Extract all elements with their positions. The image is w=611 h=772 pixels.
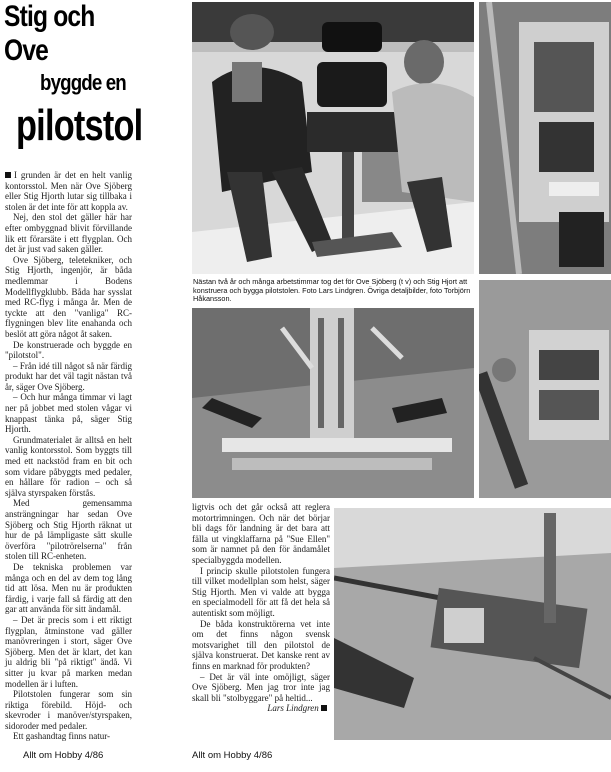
headline-line-1: Stig och: [4, 0, 95, 33]
photo-chair-frame-detail: [192, 308, 474, 498]
photo-control-stick: [479, 280, 611, 498]
article-column-1: [5, 170, 132, 742]
paragraph: De tekniska problemen var många och en del av dem tog lång tid att lösa. Men nu är produkten färdig, i varje fall så färdig att den gar att använda för sitt ändamål.: [5, 561, 132, 615]
headline-line-3: byggde en: [40, 70, 126, 95]
photo-radio-mount: [479, 2, 611, 274]
photo-model-plane: [334, 508, 611, 740]
photo-caption: Nästan två år och många arbetstimmar tog det för Ove Sjöberg (t v) och Stig Hjort att konstruera och bygga pilotstolen. Foto Lars Lindgren. Övriga detaljbilder, foto Torbjörn Håkansson.: [193, 277, 471, 304]
author-signature: Lars Lindgren: [192, 703, 330, 714]
paragraph: – Det är precis som i ett riktigt flygplan, åtminstone vad gäller manövreringen i stort, säger Ove Sjöberg. Men det är klart, det kan ju aldrig bli "på riktigt" ändå. Vi sitter ju kvar på marken medan modellen är i luften.: [5, 614, 132, 689]
footer-left: Allt om Hobby 4/86: [23, 750, 104, 761]
paragraph: ligtvis och det går också att reglera motortrimningen. Och när det börjar bli dags för landning är det bara att fälla ut vingklaffarna på "Sue Ellen" som är namnet på den för ändamålet specialbyggda modellen.: [192, 502, 330, 565]
paragraph: Ove Sjöberg, teletekniker, och Stig Hjorth, ingenjör, är båda medlemmar i Bodens Modellflygklubb. Båda har sysslat med RC-flyg i många år. Men de tyckte att den "vanliga" RC-flygningen blev lite enahanda och beslöt att göra något åt saken.: [5, 254, 132, 339]
paragraph: I grunden är det en helt vanlig kontorsstol. Men när Ove Sjöberg eller Stig Hjorth lutar sig tillbaka i stolen är det inte för att koppla av.: [5, 170, 132, 212]
end-mark-icon: [321, 705, 327, 711]
paragraph: I princip skulle pilotstolen fungera till vilket modellplan som helst, säger Stig Hjorth. Men vi valde att bygga en specialmodell för att få det hela så autentiskt som möjligt.: [192, 565, 330, 618]
headline-line-4: pilotstol: [16, 101, 143, 150]
article-column-2: [192, 502, 330, 714]
paragraph: Nej, den stol det gäller här har efter ombyggnad blivit förvillande lik ett förarsäte i ett flygplan. Och det är just vad saken gäller.: [5, 212, 132, 255]
headline-line-2: Ove: [4, 34, 49, 67]
paragraph: – Och hur många timmar vi lagt ner på jobbet med stolen vågar vi knappast tänka på, säger Stig Hjorth.: [5, 392, 132, 435]
paragraph: Med gemensamma ansträngningar har sedan Ove Sjöberg och Stig Hjorth räknat ut hur de på lämpligaste sätt skulle överföra "pilotrörelserna" från stolen till RC-enheten.: [5, 498, 132, 562]
footer-right: Allt om Hobby 4/86: [192, 750, 273, 761]
paragraph: De konstruerade och byggde en "pilotstol".: [5, 339, 132, 361]
paragraph: De båda konstruktörerna vet inte om det finns någon svensk motsvarighet till den pilotstol de själva konstruerat. Det kanske rent av finns en marknad för produkten?: [192, 618, 330, 671]
paragraph: Pilotstolen fungerar som sin riktiga förebild. Höjd- och skevroder i manöver/styrspaken, sidoroder med pedaler.: [5, 689, 132, 731]
paragraph: – Från idé till något så när färdig produkt har det väl tagit nästan två år, säger Ove Sjöberg.: [5, 360, 132, 392]
paragraph: Grundmaterialet är alltså en helt vanlig kontorsstol. Som byggts till med ett nackstöd fram en bit och som vidare påbyggts med pedaler, en hållare för radion – och så själva styrspaken förstås.: [5, 434, 132, 498]
paragraph: Ett gashandtag finns natur-: [13, 731, 111, 742]
paragraph: – Det är väl inte omöjligt, säger Ove Sjöberg. Men jag tror inte jag skall bli "stolbyggare" på heltid...: [192, 671, 330, 703]
bullet-icon: [5, 172, 11, 178]
photo-men-with-pilot-chair: [192, 2, 474, 274]
